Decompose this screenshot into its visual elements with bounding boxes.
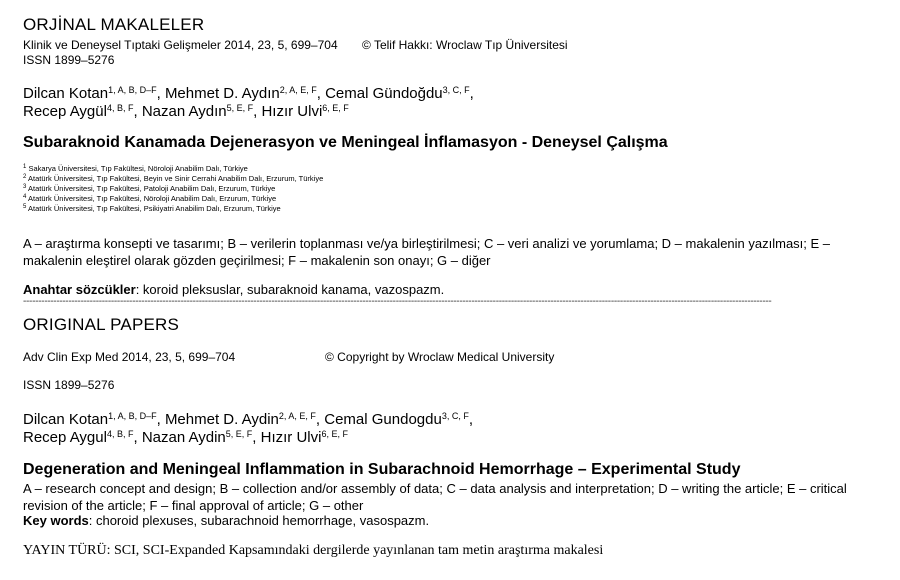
affiliation-list — [23, 164, 323, 214]
author: Cemal Gundogdu$^{3, C, F}$, — [324, 411, 474, 428]
section-separator: ------------------------------------------------------------------------------------------------------------------------------------------------------------------------------------------------------------------------------------------------------- — [23, 296, 772, 307]
author: Dilcan Kotan$^{1, A, B, D-F}$, — [23, 85, 165, 102]
affiliation-item: $^3$ Atatürk Üniversitesi, Tıp Fakültesi, Patoloji Anabilim Dalı, Erzurum, Türkiye — [23, 184, 276, 193]
section-title-english: ORIGINAL PAPERS — [23, 315, 180, 334]
issn-english: ISSN 1899–5276 — [23, 378, 115, 392]
publication-type-note: YAYIN TÜRÜ: SCI, SCI-Expanded Kapsamındaki dergilerde yayınlanan tam metin araştırma makalesi — [23, 543, 604, 558]
author: Recep Aygül$^{4, B, F}$, — [23, 103, 142, 120]
journal-line-english: Adv Clin Exp Med 2014, 23, 5, 699–704 — [23, 350, 236, 364]
article-title-turkish: Subaraknoid Kanamada Dejenerasyon ve Meningeal İnflamasyon - Deneysel Çalışma — [23, 134, 668, 151]
affiliation-item: $^5$ Atatürk Üniversitesi, Tıp Fakültesi, Psikiyatri Anabilim Dalı, Erzurum, Türkiye — [23, 204, 281, 213]
affiliation-item: $^2$ Atatürk Üniversitesi, Tıp Fakültesi, Beyin ve Sinir Cerrahi Anabilim Dalı, Erzurum, Türkiye — [23, 174, 324, 183]
contributions-turkish: A – araştırma konsepti ve tasarımı; B – verilerin toplanması ve/ya birleştirilmesi; C – veri analizi ve yorumlama; D – makalenin yazılması; E – makalenin eleştirel olarak gözden geçirilmesi; F – makalenin son onayı; G – diğer — [23, 236, 831, 268]
contributions-english: A – research concept and design; B – collection and/or assembly of data; C – data analysis and interpretation; D – writing the article; E – critical revision of the article; F – final approval of article; G – other — [23, 481, 847, 513]
author: Hızır Ulvi$^{6, E, F}$ — [261, 103, 349, 120]
authors-line1-english — [23, 410, 473, 429]
author: Mehmet D. Aydın$^{2, A, E, F}$, — [164, 85, 326, 102]
author: Dilcan Kotan$^{1, A, B, D-F}$, — [23, 411, 165, 428]
keywords-turkish: Anahtar sözcükler: koroid pleksuslar, subaraknoid kanama, vazospazm. — [23, 282, 445, 297]
affiliation-item: $^4$ Atatürk Üniversitesi, Tıp Fakültesi, Nöroloji Anabilim Dalı, Erzurum, Türkiye — [23, 194, 277, 203]
author: Cemal Gündoğdu$^{3, C, F}$, — [325, 85, 474, 102]
authors-line1-turkish — [23, 84, 474, 103]
author: Mehmet D. Aydin$^{2, A, E, F}$, — [164, 411, 325, 428]
keywords-english: Key words: choroid plexuses, subarachnoid hemorrhage, vasospazm. — [23, 513, 430, 528]
author: Nazan Aydın$^{5, E, F}$, — [141, 103, 262, 120]
author: Nazan Aydin$^{5, E, F}$, — [141, 429, 261, 446]
authors-line2-english — [23, 428, 348, 447]
affiliation-item: $^1$ Sakarya Üniversitesi, Tıp Fakültesi, Nöroloji Anabilim Dalı, Türkiye — [23, 164, 248, 173]
authors-line2-turkish — [23, 102, 349, 121]
copyright-turkish: © Telif Hakkı: Wroclaw Tıp Üniversitesi — [362, 38, 568, 52]
copyright-english: © Copyright by Wroclaw Medical University — [325, 350, 555, 364]
article-title-english: Degeneration and Meningeal Inflammation in Subarachnoid Hemorrhage – Experimental Study — [23, 461, 741, 478]
journal-line-turkish: Klinik ve Deneysel Tıptaki Gelişmeler 2014, 23, 5, 699–704 — [23, 38, 338, 52]
issn-turkish: ISSN 1899–5276 — [23, 53, 115, 67]
author: Hızır Ulvi$^{6, E, F}$ — [260, 429, 348, 446]
author: Recep Aygul$^{4, B, F}$, — [23, 429, 142, 446]
section-title-turkish: ORJİNAL MAKALELER — [23, 15, 205, 34]
